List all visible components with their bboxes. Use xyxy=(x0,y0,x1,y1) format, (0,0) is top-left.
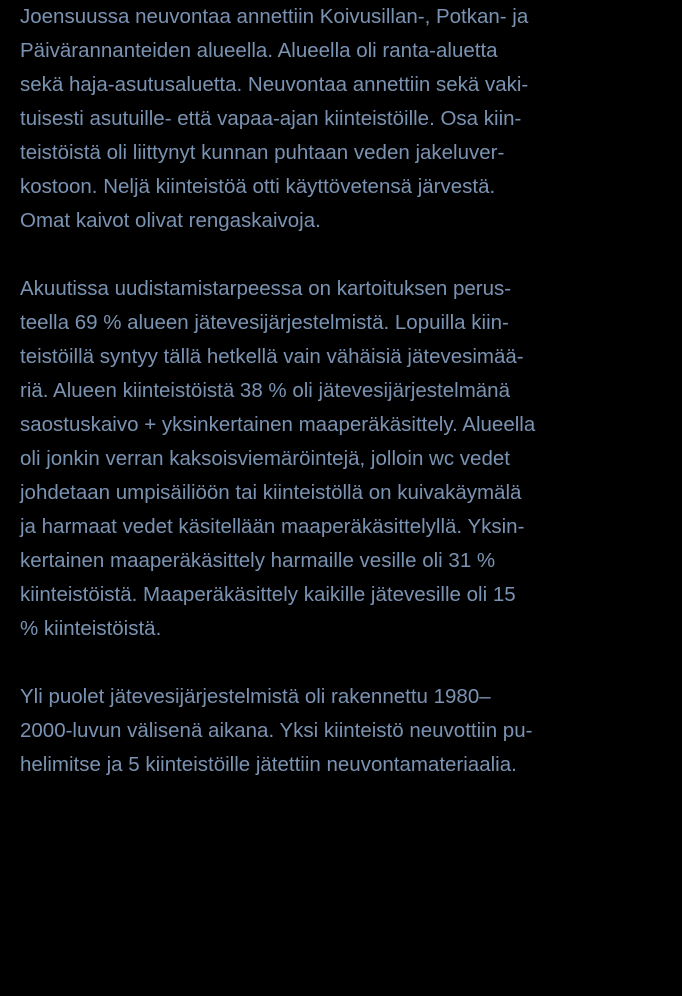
text-line: ja harmaat vedet käsitellään maaperäkäsittelyllä. Yksin- xyxy=(20,515,525,538)
text-line: Akuutissa uudistamistarpeessa on kartoituksen perus- xyxy=(20,277,512,300)
text-line: Päivärannanteiden alueella. Alueella oli ranta-aluetta xyxy=(20,39,498,62)
text-line: Omat kaivot olivat rengaskaivoja. xyxy=(20,209,321,232)
text-line: sekä haja-asutusaluetta. Neuvontaa annettiin sekä vaki- xyxy=(20,73,529,96)
text-line: kiinteistöistä. Maaperäkäsittely kaikille jätevesille oli 15 xyxy=(20,583,516,606)
paragraph-2 xyxy=(20,272,670,646)
paragraph-3 xyxy=(20,680,670,782)
text-line: tuisesti asutuille- että vapaa-ajan kiinteistöille. Osa kiin- xyxy=(20,107,522,130)
text-line: teella 69 % alueen jätevesijärjestelmistä. Lopuilla kiin- xyxy=(20,311,509,334)
text-line: johdetaan umpisäiliöön tai kiinteistöllä on kuivakäymälä xyxy=(20,481,522,504)
text-line: kertainen maaperäkäsittely harmaille vesille oli 31 % xyxy=(20,549,496,572)
text-line: oli jonkin verran kaksoisviemäröintejä, jolloin wc vedet xyxy=(20,447,510,470)
paragraph-1 xyxy=(20,0,670,238)
document-body xyxy=(20,0,670,816)
text-line: helimitse ja 5 kiinteistöille jätettiin neuvontamateriaalia. xyxy=(20,753,517,776)
text-line: kostoon. Neljä kiinteistöä otti käyttövetensä järvestä. xyxy=(20,175,496,198)
text-line: Yli puolet jätevesijärjestelmistä oli rakennettu 1980– xyxy=(20,685,491,708)
text-line: 2000-luvun välisenä aikana. Yksi kiinteistö neuvottiin pu- xyxy=(20,719,533,742)
text-line: teistöillä syntyy tällä hetkellä vain vähäisiä jätevesimää- xyxy=(20,345,524,368)
text-line: saostuskaivo + yksinkertainen maaperäkäsittely. Alueella xyxy=(20,413,536,436)
text-line: teistöistä oli liittynyt kunnan puhtaan veden jakeluver- xyxy=(20,141,505,164)
text-line: riä. Alueen kiinteistöistä 38 % oli jätevesijärjestelmänä xyxy=(20,379,510,402)
text-line: % kiinteistöistä. xyxy=(20,617,162,640)
text-line: Joensuussa neuvontaa annettiin Koivusillan-, Potkan- ja xyxy=(20,5,529,28)
